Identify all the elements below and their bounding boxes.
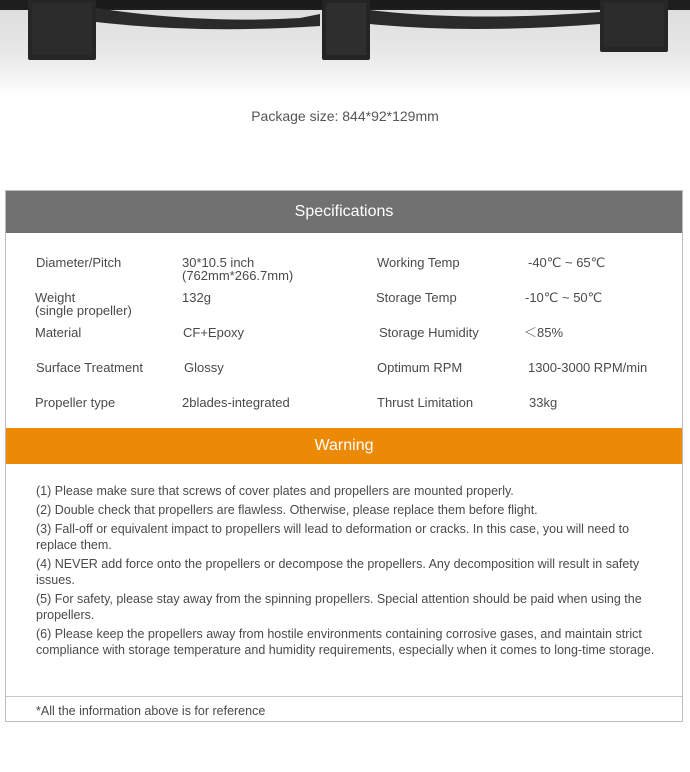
warning-item: (6) Please keep the propellers away from hostile environments containing corrosive gases, and maintain strict compliance with storage temperature and humidity requirements, especially when it comes to long-time storage. [36,627,655,657]
warning-item: (4) NEVER add force onto the propellers or decompose the propellers. Any decomposition will result in safety issues. [36,557,640,587]
warning-list [36,483,666,661]
warning-header: Warning [6,428,682,464]
spec-label-propeller-type: Propeller type [35,395,116,410]
propeller-case-image [0,0,690,95]
spec-value-weight: 132g [182,290,211,305]
spec-label-optimum-rpm: Optimum RPM [377,360,463,375]
spec-label-thrust-limitation: Thrust Limitation [377,395,474,410]
specifications-header: Specifications [6,191,682,233]
package-size: Package size: 844*92*129mm [251,108,439,124]
spec-value-optimum-rpm: 1300-3000 RPM/min [528,360,648,375]
spec-value-storage-temp: -10℃ ~ 50℃ [525,290,603,305]
spec-label-surface-treatment: Surface Treatment [36,360,143,375]
spec-value-working-temp: -40℃ ~ 65℃ [528,255,606,270]
spec-value-surface-treatment: Glossy [184,360,224,375]
spec-label-material: Material [35,325,82,340]
reference-note: *All the information above is for reference [36,704,266,718]
spec-value-material: CF+Epoxy [183,325,245,340]
spec-label-working-temp: Working Temp [377,255,460,270]
warning-item: (3) Fall-off or equivalent impact to propellers will lead to deformation or cracks. In this case, you will need to replace them. [36,522,630,552]
warning-item: (5) For safety, please stay away from the spinning propellers. Special attention should be paid when using the propellers. [36,592,642,622]
spec-label-storage-humidity: Storage Humidity [379,325,479,340]
divider [6,696,682,697]
spec-value-storage-humidity: ＜85% [524,325,564,340]
spec-value-propeller-type: 2blades-integrated [182,395,290,410]
spec-value-diameter: 30*10.5 inch (762mm*266.7mm) [182,255,294,283]
spec-value-thrust-limitation: 33kg [529,395,558,410]
spec-label-weight: Weight (single propeller) [35,290,132,318]
spec-label-diameter: Diameter/Pitch [36,255,122,270]
warning-item: (1) Please make sure that screws of cover plates and propellers are mounted properly. [36,484,514,498]
spec-label-storage-temp: Storage Temp [376,290,457,305]
warning-item: (2) Double check that propellers are flawless. Otherwise, please replace them before flight. [36,503,538,517]
spec-panel [5,190,683,722]
product-photo [0,0,690,95]
